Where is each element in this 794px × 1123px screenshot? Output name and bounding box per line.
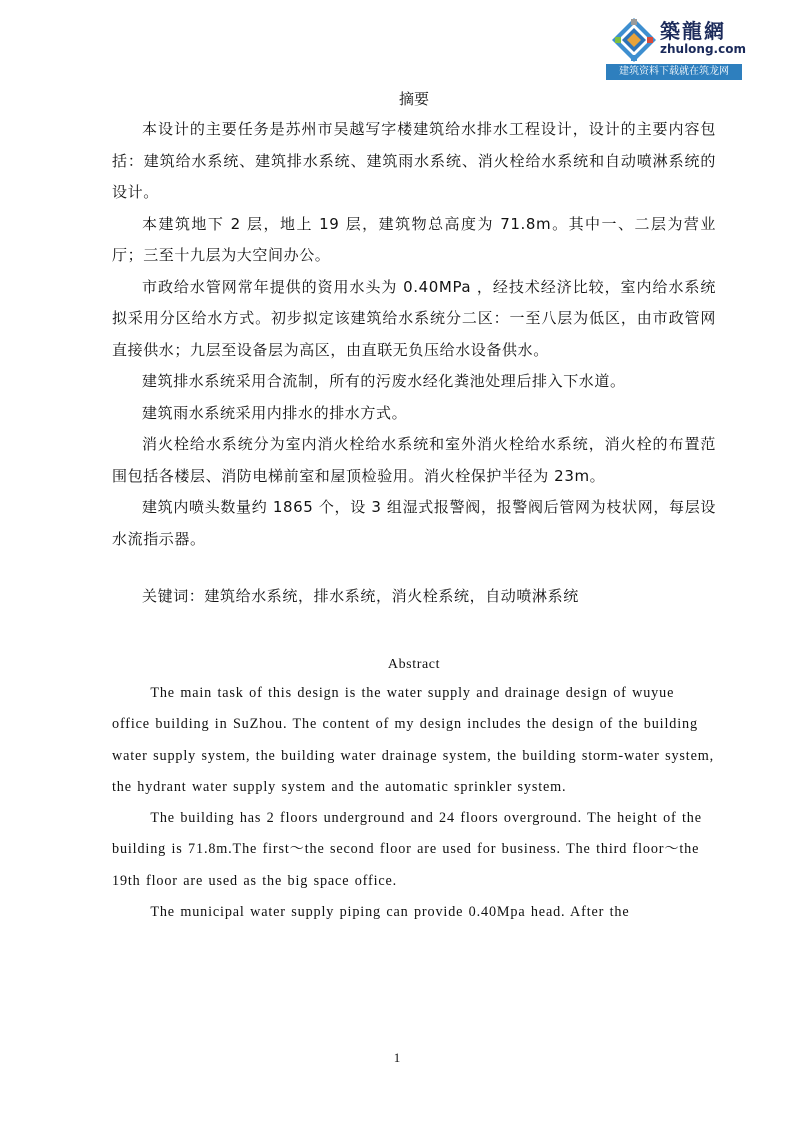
logo-domain: zhulong.com [660,42,746,56]
abstract-cn-paragraph: 消火栓给水系统分为室内消火栓给水系统和室外消火栓给水系统，消火栓的布置范围包括各楼层、消防电梯前室和屋顶检验用。消火栓保护半径为 23m。 [112,435,716,485]
abstract-cn-paragraph: 市政给水管网常年提供的资用水头为 0.40MPa ，经技术经济比较，室内给水系统拟采用分区给水方式。初步拟定该建筑给水系统分二区：一至八层为低区，由市政管网直接供水；九层至设备层为高区，由直联无负压给水设备供水。 [112,277,716,359]
logo-banner: 建筑资料下载就在筑龙网 [606,64,742,80]
abstract-cn-title: 摘要 [398,90,429,108]
zhulong-logo [606,14,746,80]
abstract-en-title: Abstract [387,657,441,672]
document-body [112,86,716,928]
abstract-en-paragraph: The municipal water supply piping can provide 0.40Mpa head. After the [150,904,630,921]
abstract-cn-paragraph: 建筑排水系统采用合流制，所有的污废水经化粪池处理后排入下水道。 [142,372,626,390]
zhulong-logo-icon [610,16,658,64]
abstract-cn-paragraph: 本设计的主要任务是苏州市吴越写字楼建筑给水排水工程设计，设计的主要内容包括：建筑给水系统、建筑排水系统、建筑雨水系统、消火栓给水系统和自动喷淋系统的设计。 [112,120,716,201]
abstract-en-paragraph: The main task of this design is the water supply and drainage design of wuyue office building in SuZhou. The content of my design includes the design of the building water supply system, the building water drainage system, the building storm-water system, the hydrant water supply system and the automatic sprinkler system. [112,685,715,795]
abstract-en-paragraph: The building has 2 floors underground and 24 floors overground. The height of the building is 71.8m.The first～the second floor are used for business. The third floor～the 19th floor are used as the big space office. [112,810,702,889]
keywords: 关键词：建筑给水系统，排水系统，消火栓系统，自动喷淋系统 [142,587,579,605]
abstract-cn-paragraph: 建筑雨水系统采用内排水的排水方式。 [142,403,408,422]
page-number: 1 [393,1050,401,1065]
logo-title: 築龍網 [660,19,726,43]
abstract-cn-paragraph: 建筑内喷头数量约 1865 个，设 3 组湿式报警阀，报警阀后管网为枝状网，每层设水流指示器。 [112,498,716,548]
abstract-cn-paragraph: 本建筑地下 2 层，地上 19 层，建筑物总高度为 71.8m。其中一、二层为营业厅；三至十九层为大空间办公。 [112,214,716,264]
